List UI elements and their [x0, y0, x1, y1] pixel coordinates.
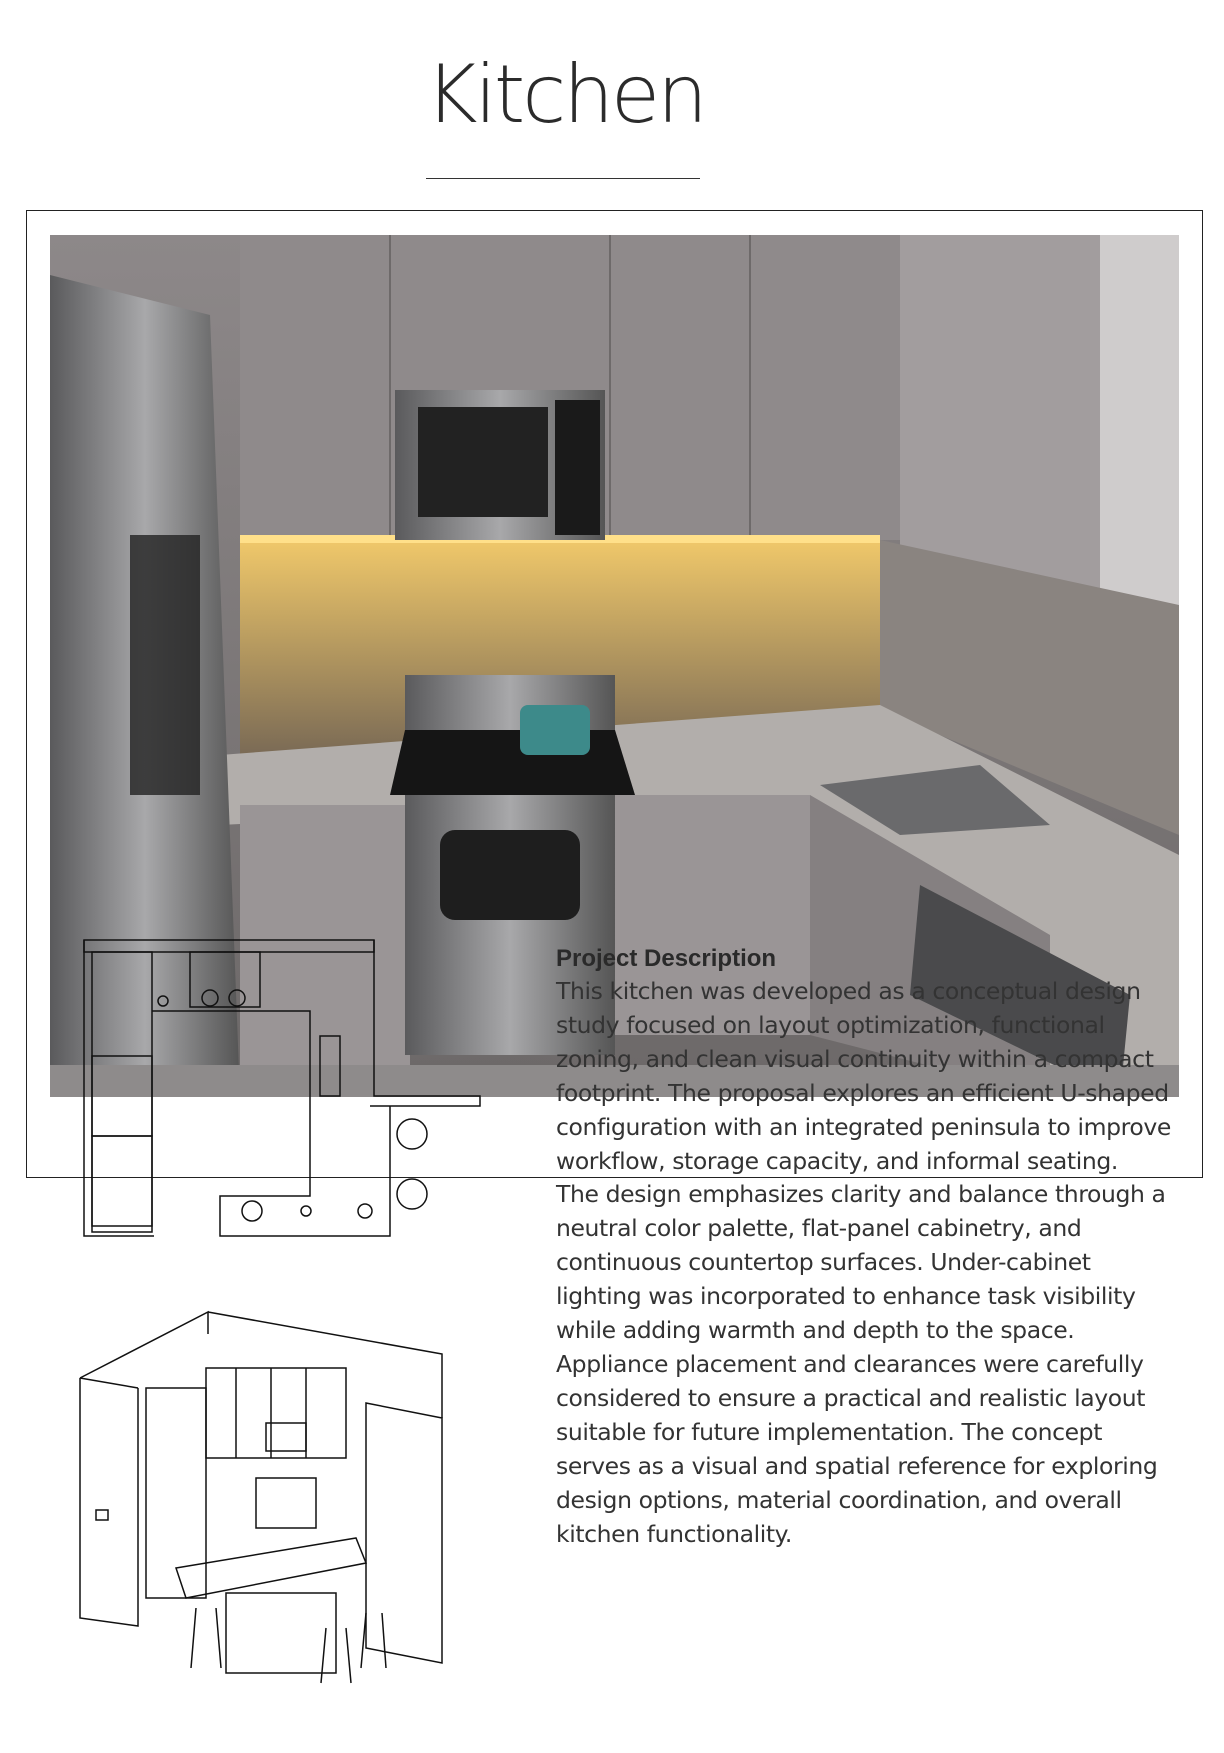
- page-title: Kitchen: [425, 48, 705, 141]
- description-line: workflow, storage capacity, and informal seating.: [556, 1146, 1118, 1175]
- description-line: continuous countertop surfaces. Under-cabinet: [556, 1248, 1091, 1277]
- description-line: while adding warmth and depth to the space.: [556, 1316, 1075, 1345]
- project-description: [556, 942, 1206, 1551]
- description-body: [556, 975, 1206, 1551]
- description-line: considered to ensure a practical and realistic layout: [556, 1383, 1146, 1412]
- description-line: serves as a visual and spatial reference for exploring: [556, 1451, 1158, 1480]
- floor-plan-drawing: [80, 936, 490, 1241]
- description-line: kitchen functionality.: [556, 1519, 792, 1548]
- description-line: This kitchen was developed as a conceptual design: [556, 977, 1141, 1005]
- description-line: zoning, and clean visual continuity within a compact: [556, 1044, 1154, 1073]
- description-line: configuration with an integrated peninsula to improve: [556, 1112, 1171, 1141]
- description-line: footprint. The proposal explores an efficient U-shaped: [556, 1078, 1169, 1107]
- description-line: Appliance placement and clearances were carefully: [556, 1349, 1144, 1378]
- description-line: neutral color palette, flat-panel cabinetry, and: [556, 1214, 1082, 1243]
- isometric-drawing: [76, 1308, 490, 1688]
- title-underline: [426, 178, 700, 179]
- description-line: study focused on layout optimization, functional: [556, 1010, 1105, 1039]
- description-line: suitable for future implementation. The concept: [556, 1417, 1103, 1446]
- description-heading: Project Description: [556, 945, 777, 972]
- description-line: design options, material coordination, and overall: [556, 1485, 1122, 1514]
- description-line: The design emphasizes clarity and balance through a: [556, 1180, 1166, 1209]
- description-line: lighting was incorporated to enhance task visibility: [556, 1282, 1136, 1311]
